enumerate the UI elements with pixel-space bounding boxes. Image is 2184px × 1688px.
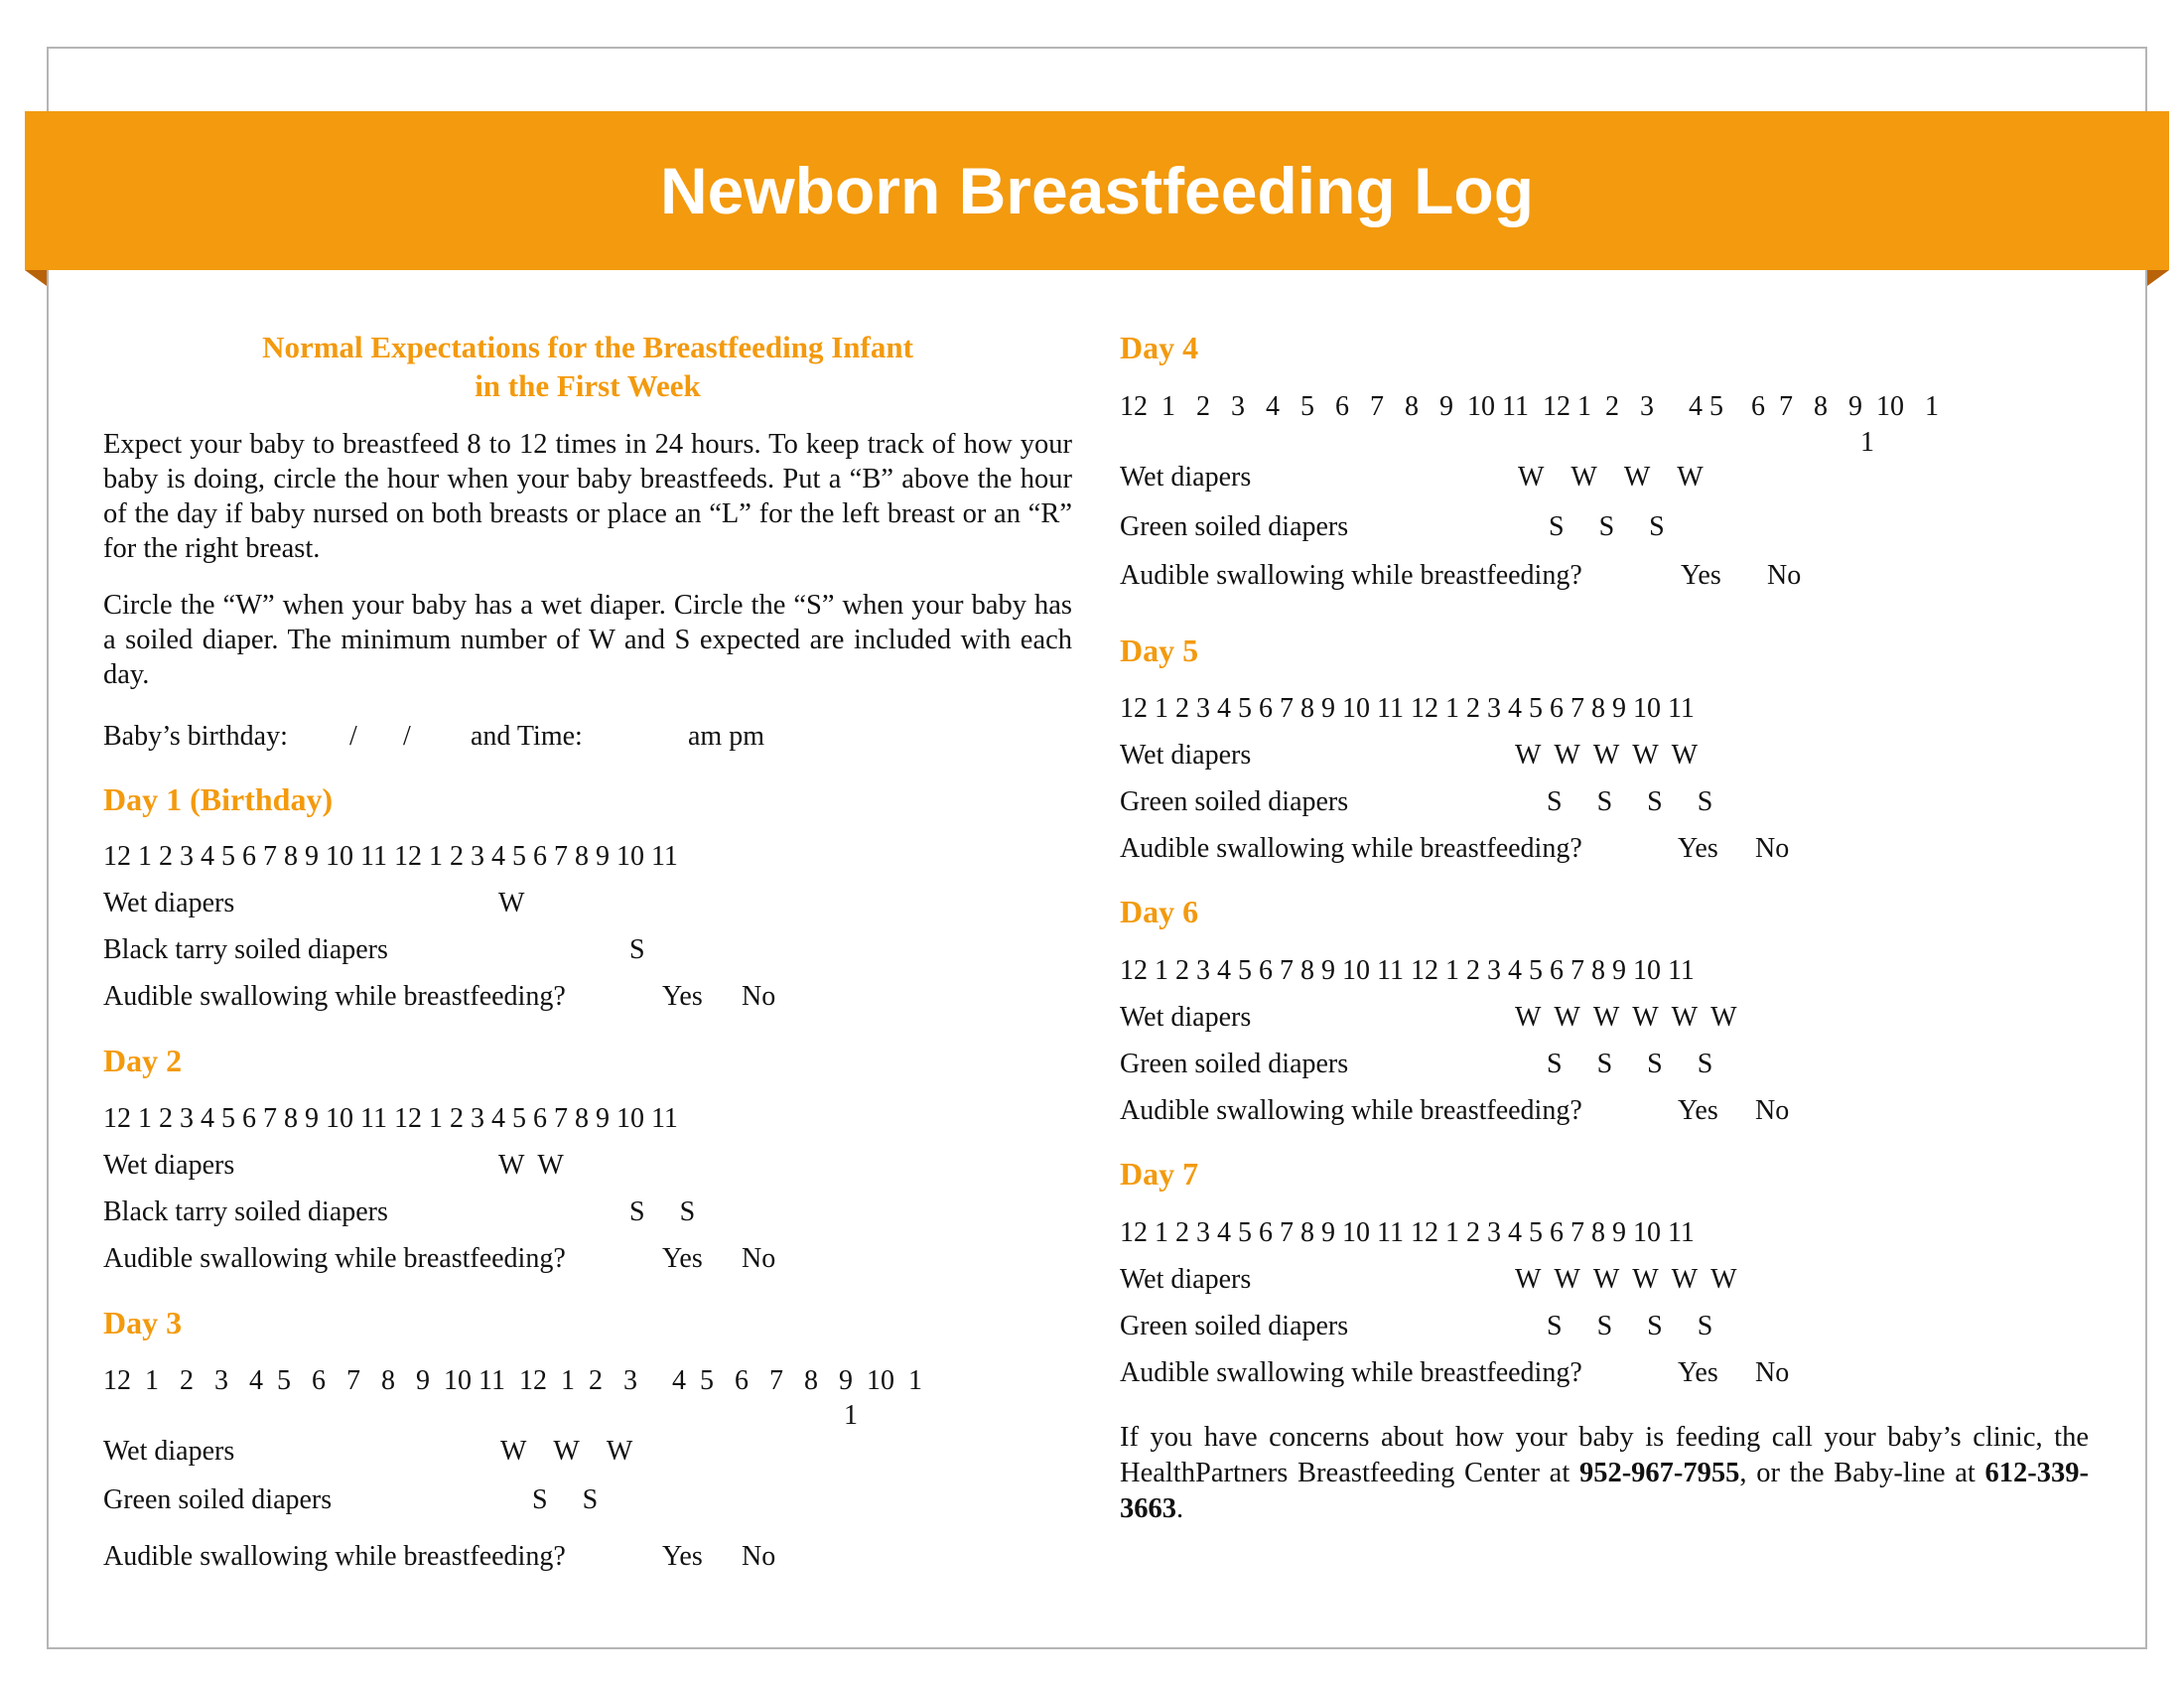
swallowing-label: Audible swallowing while breastfeeding?	[103, 1243, 566, 1274]
soiled-diapers-label: Black tarry soiled diapers	[103, 1196, 388, 1227]
banner-fold-left	[25, 270, 47, 286]
soiled-diapers-label: Green soiled diapers	[1120, 786, 1349, 817]
intro-heading-line1: Normal Expectations for the Breastfeeding Infant	[262, 330, 913, 364]
soiled-marks: S	[629, 934, 645, 965]
hours-row-wrap: 1	[1860, 427, 1874, 458]
wet-diapers-label: Wet diapers	[1120, 1002, 1252, 1033]
wet-diapers-label: Wet diapers	[103, 888, 235, 918]
day-title: Day 2	[103, 1043, 183, 1078]
yes-option: Yes	[1681, 560, 1721, 591]
day-title: Day 1 (Birthday)	[103, 781, 334, 817]
birthday-slash-2: /	[403, 721, 411, 752]
swallowing-label: Audible swallowing while breastfeeding?	[103, 981, 566, 1012]
swallowing-label: Audible swallowing while breastfeeding?	[1120, 1095, 1582, 1126]
hours-row: 12 1 2 3 4 5 6 7 8 9 10 11 12 1 2 3 4 5 6 7 8 9 10 11	[1120, 1217, 1695, 1248]
soiled-diapers-label: Green soiled diapers	[103, 1484, 333, 1515]
swallowing-label: Audible swallowing while breastfeeding?	[1120, 833, 1582, 864]
soiled-marks: S S	[629, 1196, 696, 1227]
wet-marks: W W W W W W	[1515, 1264, 1737, 1295]
soiled-marks: S S	[532, 1484, 599, 1515]
no-option: No	[742, 981, 776, 1012]
yes-option: Yes	[662, 1243, 703, 1274]
no-option: No	[742, 1243, 776, 1274]
intro-paragraph-1: Expect your baby to breastfeed 8 to 12 times in 24 hours. To keep track of how your baby is doing, circle the hour when your baby breastfeeds. Put a “B” above the hour of the day if baby nursed on both breasts or place an “L” for the left breast or an “R” for the right breast.	[103, 429, 1072, 564]
hours-row: 12 1 2 3 4 5 6 7 8 9 10 11 12 1 2 3 4 5 6 7 8 9 10 1	[103, 1365, 922, 1396]
wet-marks: W W W	[500, 1436, 633, 1467]
contact-text-3: .	[1176, 1493, 1184, 1524]
banner-fold-right	[2147, 270, 2169, 286]
day-title: Day 6	[1120, 894, 1199, 929]
wet-marks: W W W W W	[1515, 740, 1699, 771]
intro-heading-line2: in the First Week	[475, 368, 701, 403]
soiled-marks: S S S S	[1547, 1049, 1713, 1079]
no-option: No	[742, 1541, 776, 1572]
wet-marks: W W W W W W	[1515, 1002, 1737, 1033]
wet-diapers-label: Wet diapers	[103, 1150, 235, 1181]
page-title: Newborn Breastfeeding Log	[659, 154, 1535, 227]
soiled-marks: S S S S	[1547, 786, 1713, 817]
wet-diapers-label: Wet diapers	[1120, 462, 1252, 492]
time-label: and Time:	[471, 721, 583, 752]
day-title: Day 3	[103, 1305, 183, 1340]
birthday-label: Baby’s birthday:	[103, 721, 288, 752]
wet-diapers-label: Wet diapers	[103, 1436, 235, 1467]
soiled-diapers-label: Black tarry soiled diapers	[103, 934, 388, 965]
hours-row: 12 1 2 3 4 5 6 7 8 9 10 11 12 1 2 3 4 5 6 7 8 9 10 11	[103, 841, 678, 872]
soiled-diapers-label: Green soiled diapers	[1120, 511, 1349, 542]
wet-marks: W W W W	[1518, 462, 1704, 492]
contact-text-2: , or the Baby-line at	[1739, 1458, 1985, 1488]
soiled-marks: S S S S	[1547, 1311, 1713, 1341]
day-title: Day 7	[1120, 1156, 1199, 1192]
wet-marks: W	[498, 888, 525, 918]
contact-note	[1120, 1420, 2089, 1527]
no-option: No	[1755, 833, 1790, 864]
hours-row: 12 1 2 3 4 5 6 7 8 9 10 11 12 1 2 3 4 5 6 7 8 9 10 11	[103, 1103, 678, 1134]
wet-diapers-label: Wet diapers	[1120, 1264, 1252, 1295]
swallowing-label: Audible swallowing while breastfeeding?	[1120, 560, 1582, 591]
contact-text-1: If you have concerns about how your baby is feeding call your baby’s clinic, the HealthPartners Breastfeeding Center at	[1120, 1422, 2089, 1488]
birthday-slash-1: /	[349, 721, 357, 752]
wet-diapers-label: Wet diapers	[1120, 740, 1252, 771]
breastfeeding-center-phone: 952-967-7955	[1578, 1458, 1740, 1488]
day-title: Day 5	[1120, 633, 1199, 668]
baby-line-phone: 612-339-3663	[1120, 1458, 2089, 1524]
no-option: No	[1767, 560, 1802, 591]
wet-marks: W W	[498, 1150, 564, 1181]
yes-option: Yes	[1678, 833, 1718, 864]
hours-row: 12 1 2 3 4 5 6 7 8 9 10 11 12 1 2 3 4 5 6 7 8 9 10 11	[1120, 693, 1695, 724]
yes-option: Yes	[1678, 1357, 1718, 1388]
hours-row-wrap: 1	[844, 1400, 858, 1431]
soiled-diapers-label: Green soiled diapers	[1120, 1311, 1349, 1341]
yes-option: Yes	[662, 1541, 703, 1572]
no-option: No	[1755, 1357, 1790, 1388]
day-title: Day 4	[1120, 330, 1199, 365]
intro-paragraph-2: Circle the “W” when your baby has a wet diaper. Circle the “S” when your baby has a soiled diaper. The minimum number of W and S expected are included with each day.	[103, 590, 1072, 690]
swallowing-label: Audible swallowing while breastfeeding?	[1120, 1357, 1582, 1388]
swallowing-label: Audible swallowing while breastfeeding?	[103, 1541, 566, 1572]
hours-row: 12 1 2 3 4 5 6 7 8 9 10 11 12 1 2 3 4 5 6 7 8 9 10 1	[1120, 391, 1939, 422]
soiled-diapers-label: Green soiled diapers	[1120, 1049, 1349, 1079]
yes-option: Yes	[1678, 1095, 1718, 1126]
title-banner	[25, 111, 2169, 270]
yes-option: Yes	[662, 981, 703, 1012]
soiled-marks: S S S	[1549, 511, 1665, 542]
am-pm: am pm	[688, 721, 764, 752]
no-option: No	[1755, 1095, 1790, 1126]
hours-row: 12 1 2 3 4 5 6 7 8 9 10 11 12 1 2 3 4 5 6 7 8 9 10 11	[1120, 955, 1695, 986]
intro-heading	[103, 328, 1072, 405]
